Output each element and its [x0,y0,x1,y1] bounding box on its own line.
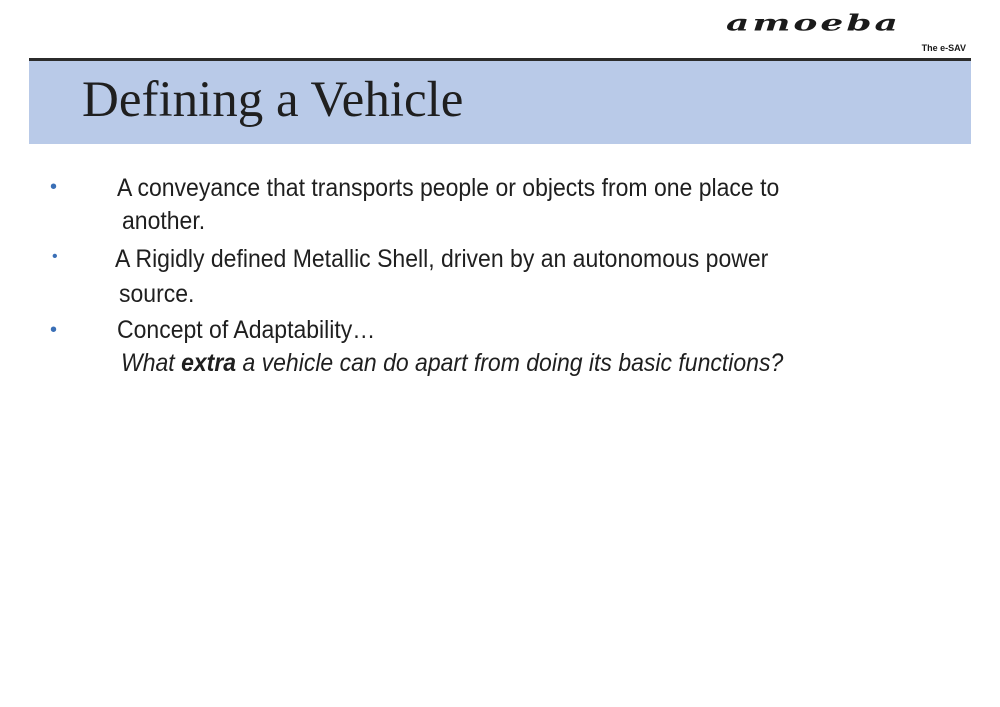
bullet-3-line-2 [121,351,783,376]
amoeba-logo [722,8,972,60]
bullet-2-line-1: A Rigidly defined Metallic Shell, driven by an autonomous power [115,245,769,273]
bullet-3-emphasis: extra [181,349,237,377]
logo-tagline: The e-SAV [921,43,966,53]
bullet-1-line-1: A conveyance that transports people or objects from one place to [117,174,780,202]
bullet-3-line-1: Concept of Adaptability… [117,316,376,344]
bullet-dot-icon: • [52,248,58,265]
bullet-3-text-before: What [121,349,182,377]
bullet-3-text-after: a vehicle can do apart from doing its basic functions? [236,349,784,377]
bullet-1-line-2: another. [122,207,206,235]
slide-title: Defining a Vehicle [82,72,464,128]
logo-wordmark: amoeba [726,10,901,37]
bullet-dot-icon: • [50,319,58,341]
bullet-2-line-2: source. [119,280,195,308]
title-band [29,61,971,144]
bullet-dot-icon: • [50,176,58,198]
